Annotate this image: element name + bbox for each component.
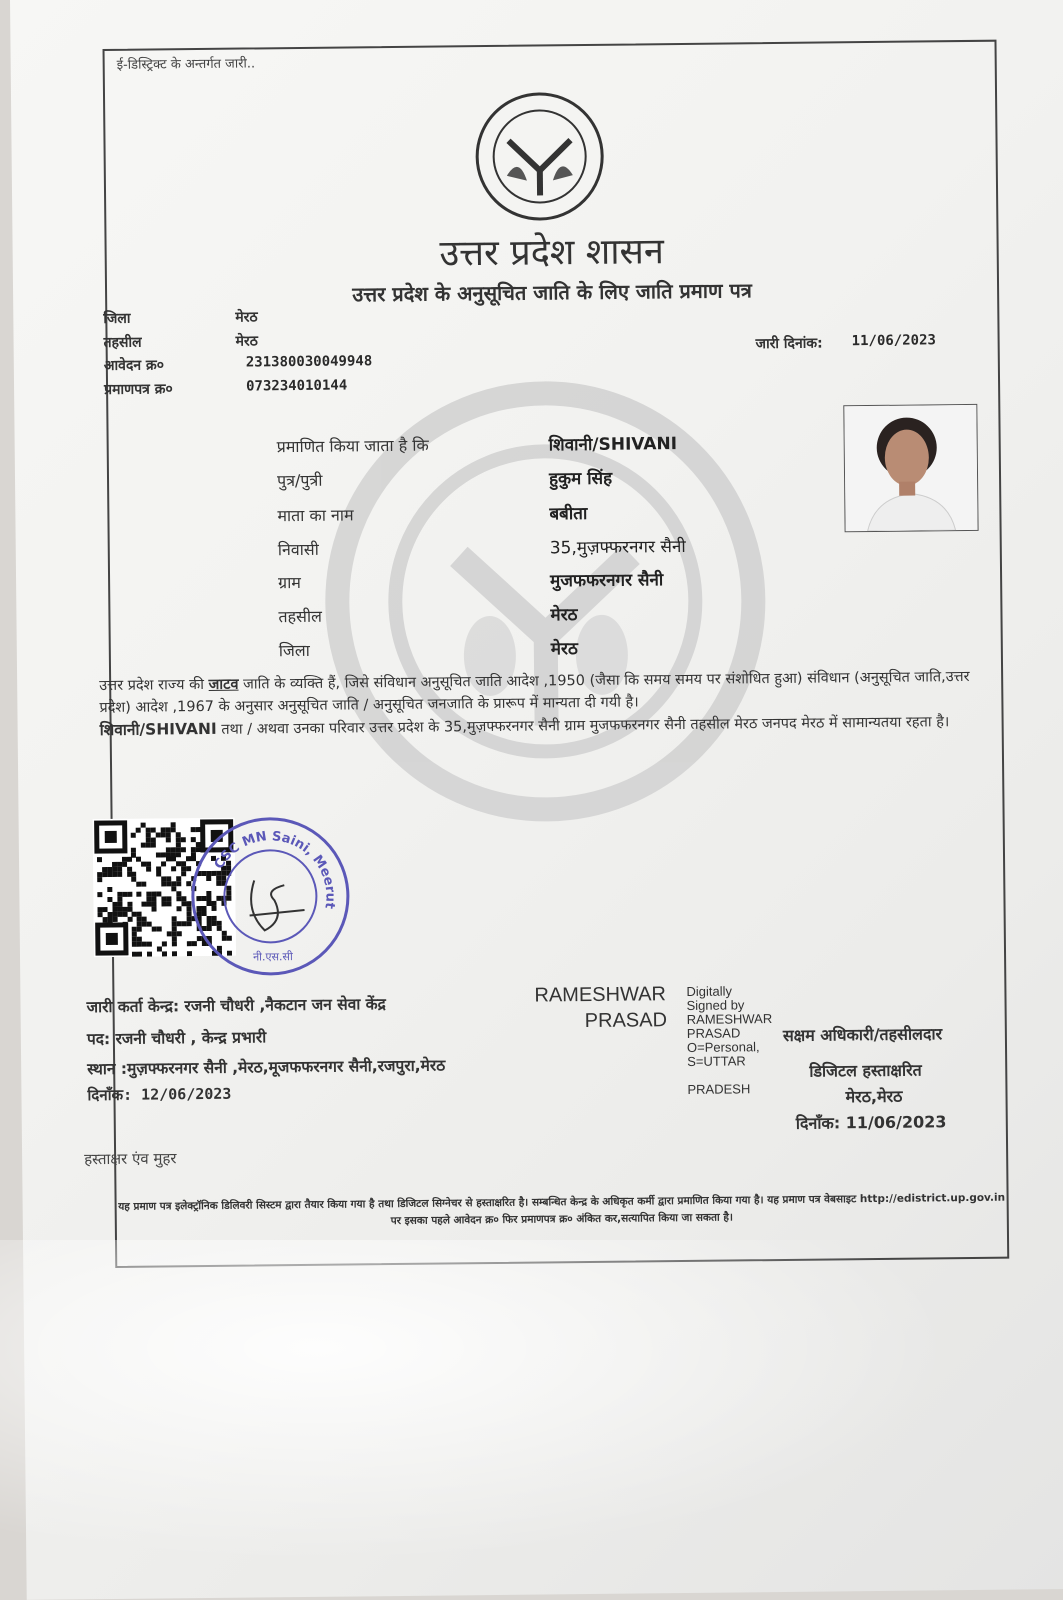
field-value-district: मेरठ [550, 639, 578, 660]
field-label-son-daughter: पुत्र/पुत्री [276, 470, 323, 491]
government-title: उत्तर प्रदेश शासन [439, 231, 665, 275]
field-value-mother: बबीता [549, 503, 588, 525]
field-label-certified: प्रमाणित किया जाता है कि [276, 435, 429, 457]
csc-stamp-seal [191, 816, 351, 976]
paragraph-name: शिवानी/SHIVANI [99, 719, 217, 740]
up-government-emblem-icon [475, 92, 604, 221]
certificate-number: 073234010144 [245, 377, 348, 395]
field-value-name: शिवानी/SHIVANI [548, 434, 678, 456]
issuer-post: पद: रजनी चौधरी , केन्द्र प्रभारी [86, 1028, 267, 1049]
paragraph-residence: तथा / अथवा उनका परिवार उत्तर प्रदेश के 35,मुज़फ्फरनगर सैनी ग्राम मुजफफरनगर सैनी तहसील मेरठ जनपद मेरठ में सामान्यतया रहता है। [216, 714, 950, 738]
application-label: आवेदन क्र० [103, 357, 165, 375]
district-value: मेरठ [235, 309, 258, 326]
footer-note: यह प्रमाण पत्र इलेक्ट्रॉनिक डिलिवरी सिस्टम द्वारा तैयार किया गया है तथा डिजिटल सिग्नेचर से हस्ताक्षरित है। सम्बन्धित केन्द्र के अधिकृत कर्मी द्वारा प्रमाणित किया गया है। यह प्रमाण पत्र वेबसाइट http://edistrict.up.gov.in पर इसका पहले आवेदन क्र० फिर प्रमाणपत्र क्र० अंकित कर,सत्यापित किया जा सकता है। [118, 1191, 1006, 1228]
field-label-resident: निवासी [277, 539, 319, 560]
issuer-date: दिनाँक: 12/06/2023 [87, 1084, 232, 1105]
field-value-tehsil: मेरठ [550, 605, 578, 626]
seal-text: CSC MN Saini, Meerut [211, 829, 338, 910]
certificate-frame [84, 40, 1010, 1268]
issuer-center: जारी कर्ता केन्द्र: रजनी चौधरी ,नैकटान जन सेवा केंद्र [86, 995, 386, 1017]
field-label-tehsil: तहसील [278, 606, 323, 627]
district-label: जिला [103, 310, 131, 328]
field-value-father: हुकुम सिंह [548, 468, 613, 490]
certificate-title: उत्तर प्रदेश के अनुसूचित जाति के लिए जाति प्रमाण पत्र [352, 278, 752, 307]
photo-glare [0, 1240, 1063, 1600]
tehsil-value: मेरठ [235, 333, 258, 350]
issued-under-text: ई-डिस्ट्रिक्ट के अन्तर्गत जारी.. [116, 56, 256, 73]
certificate-paragraph [99, 666, 975, 742]
officer-place: मेरठ,मेरठ [845, 1086, 903, 1107]
signature-seal-label: हस्ताक्षर एंव मुहर [84, 1149, 177, 1169]
svg-text:CSC MN Saini, Meerut [211, 829, 337, 912]
signer-name-line1: RAMESHWAR [534, 983, 667, 1007]
field-label-mother: माता का नाम [277, 505, 354, 526]
applicant-photo [843, 404, 978, 532]
tehsil-label: तहसील [103, 334, 142, 352]
officer-date: दिनाँक: 11/06/2023 [795, 1112, 947, 1133]
field-value-resident: 35,मुज़फ्फरनगर सैनी [549, 536, 686, 559]
field-label-village: ग्राम [278, 572, 301, 593]
signature-icon [249, 880, 305, 931]
issuer-place: स्थान :मुज़फ्फरनगर सैनी ,मेरठ,मूजफफरनगर सैनी,रजपुरा,मेरठ [87, 1056, 446, 1079]
paragraph-start: उत्तर प्रदेश राज्य की [99, 676, 209, 695]
digital-sign-details: Digitally Signed by RAMESHWAR PRASAD O=Personal, S=UTTAR PRADESH [686, 983, 773, 1097]
caste-name: जाटव [208, 676, 239, 693]
application-number: 231380030049948 [245, 353, 373, 371]
seal-bottom-text: नी.एस.सी [252, 950, 293, 964]
officer-signed: डिजिटल हस्ताक्षरित [809, 1060, 922, 1081]
paragraph-body: जाति के व्यक्ति हैं, जिसे संविधान अनुसूचित जाति आदेश ,1950 (जैसा कि समय समय पर संशोधित हुआ) संविधान (अनुसूचित जाति,उत्तर प्रदेश) आदेश ,1967 के अनुसार अनुसूचित जाति / अनुसूचित जनजाति के प्रारूप में मान्यता दी गयी है। [99, 668, 970, 717]
certificate-number-label: प्रमाणपत्र क्र० [104, 381, 173, 399]
field-label-district: जिला [278, 640, 310, 661]
signer-name-line2: PRASAD [584, 1009, 668, 1033]
field-value-village: मुजफफरनगर सैनी [550, 570, 664, 592]
officer-title: सक्षम अधिकारी/तहसीलदार [782, 1024, 943, 1045]
issue-date-value: 11/06/2023 [851, 332, 936, 350]
issue-date-label: जारी दिनांक: [755, 335, 823, 353]
